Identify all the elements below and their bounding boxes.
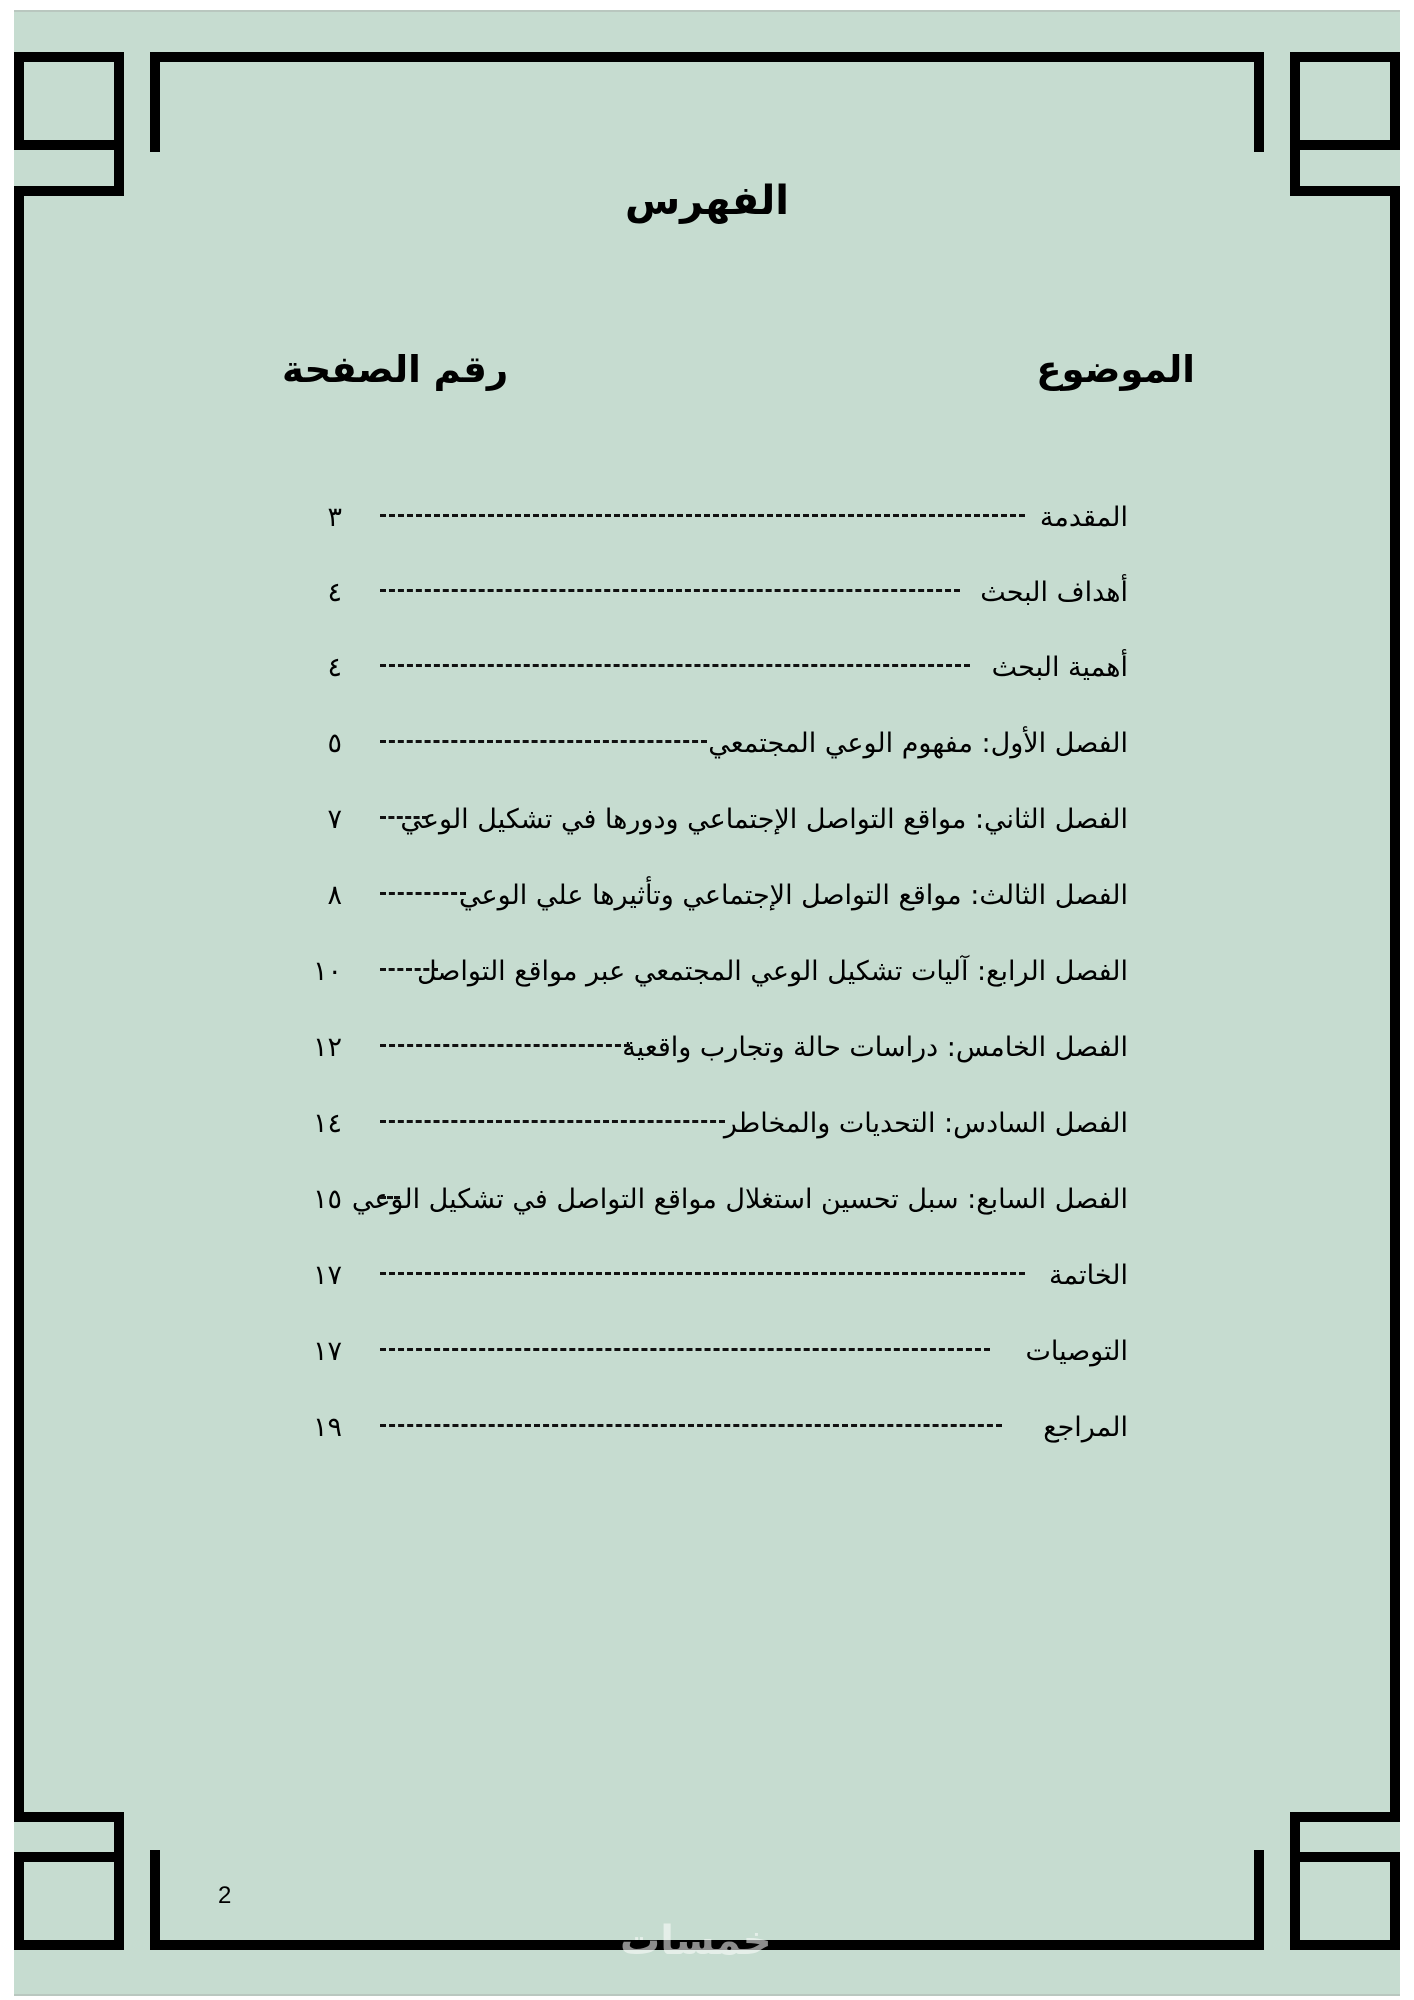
dotted-leader	[380, 892, 466, 899]
dotted-leader	[380, 1272, 1025, 1279]
dotted-leader	[380, 1348, 990, 1355]
dotted-leader	[380, 1424, 1002, 1431]
dotted-leader	[380, 514, 1025, 521]
toc-entry-label: الخاتمة	[1049, 1260, 1128, 1291]
toc-entry[interactable]	[0, 573, 1414, 633]
toc-entry-page: ١٤	[312, 1108, 342, 1139]
dotted-leader	[380, 968, 438, 975]
dotted-leader	[380, 664, 970, 671]
toc-entry[interactable]	[0, 1180, 1414, 1240]
toc-entry-page: ١٧	[312, 1260, 342, 1291]
page-column-header: رقم الصفحة	[282, 348, 509, 391]
toc-entry[interactable]	[0, 1332, 1414, 1392]
toc-entry-page: ١٧	[312, 1336, 342, 1367]
toc-entry-label: الفصل السابع: سبل تحسين استغلال مواقع التواصل في تشكيل الوعي	[351, 1184, 1128, 1215]
dotted-leader	[380, 740, 707, 747]
page-number: 2	[218, 1882, 232, 1909]
toc-entry[interactable]	[0, 1408, 1414, 1468]
toc-entry-page: ١٩	[312, 1412, 342, 1443]
toc-entry-label: أهداف البحث	[980, 577, 1128, 608]
toc-entry[interactable]	[0, 876, 1414, 936]
page-title: الفهرس	[624, 178, 789, 224]
toc-entry-label: الفصل الثالث: مواقع التواصل الإجتماعي وتأثيرها علي الوعي	[459, 880, 1128, 911]
toc-entry[interactable]	[0, 1256, 1414, 1316]
toc-entry-page: ١٥	[312, 1184, 342, 1215]
toc-entry-label: أهمية البحث	[991, 652, 1128, 683]
toc-entry-label: الفصل السادس: التحديات والمخاطر	[723, 1108, 1128, 1139]
dotted-leader	[380, 816, 428, 823]
toc-entry-label: الفصل الرابع: آليات تشكيل الوعي المجتمعي عبر مواقع التواصل	[416, 956, 1128, 987]
dotted-leader	[380, 1120, 725, 1127]
toc-entry-page: ٧	[327, 804, 342, 835]
toc-entry-label: الفصل الثاني: مواقع التواصل الإجتماعي ودورها في تشكيل الوعي	[400, 804, 1128, 835]
toc-entry[interactable]	[0, 724, 1414, 784]
toc-entry-label: المراجع	[1043, 1412, 1128, 1443]
toc-entry-page: ٨	[327, 880, 342, 911]
dotted-leader	[380, 589, 960, 596]
topic-column-header: الموضوع	[1036, 348, 1195, 391]
toc-entry-page: ٤	[327, 577, 342, 608]
dotted-leader	[380, 1196, 400, 1203]
toc-entry[interactable]	[0, 952, 1414, 1012]
toc-entry-page: ١٠	[312, 956, 342, 987]
toc-entry-page: ٤	[327, 652, 342, 683]
watermark-logo: خمسات	[620, 1918, 772, 1964]
toc-entry-label: الفصل الأول: مفهوم الوعي المجتمعي	[708, 728, 1128, 759]
toc-entry-page: ١٢	[312, 1032, 342, 1063]
toc-entry[interactable]	[0, 800, 1414, 860]
dotted-leader	[380, 1044, 630, 1051]
toc-entry-page: ٣	[327, 502, 342, 533]
toc-entry-label: التوصيات	[1025, 1336, 1128, 1367]
toc-entry-label: الفصل الخامس: دراسات حالة وتجارب واقعية	[622, 1032, 1128, 1063]
toc-entry-page: ٥	[327, 728, 342, 759]
toc-entry[interactable]	[0, 1028, 1414, 1088]
toc-entry-label: المقدمة	[1039, 502, 1128, 533]
toc-entry[interactable]	[0, 498, 1414, 558]
toc-entry[interactable]	[0, 648, 1414, 708]
toc-entry[interactable]	[0, 1104, 1414, 1164]
